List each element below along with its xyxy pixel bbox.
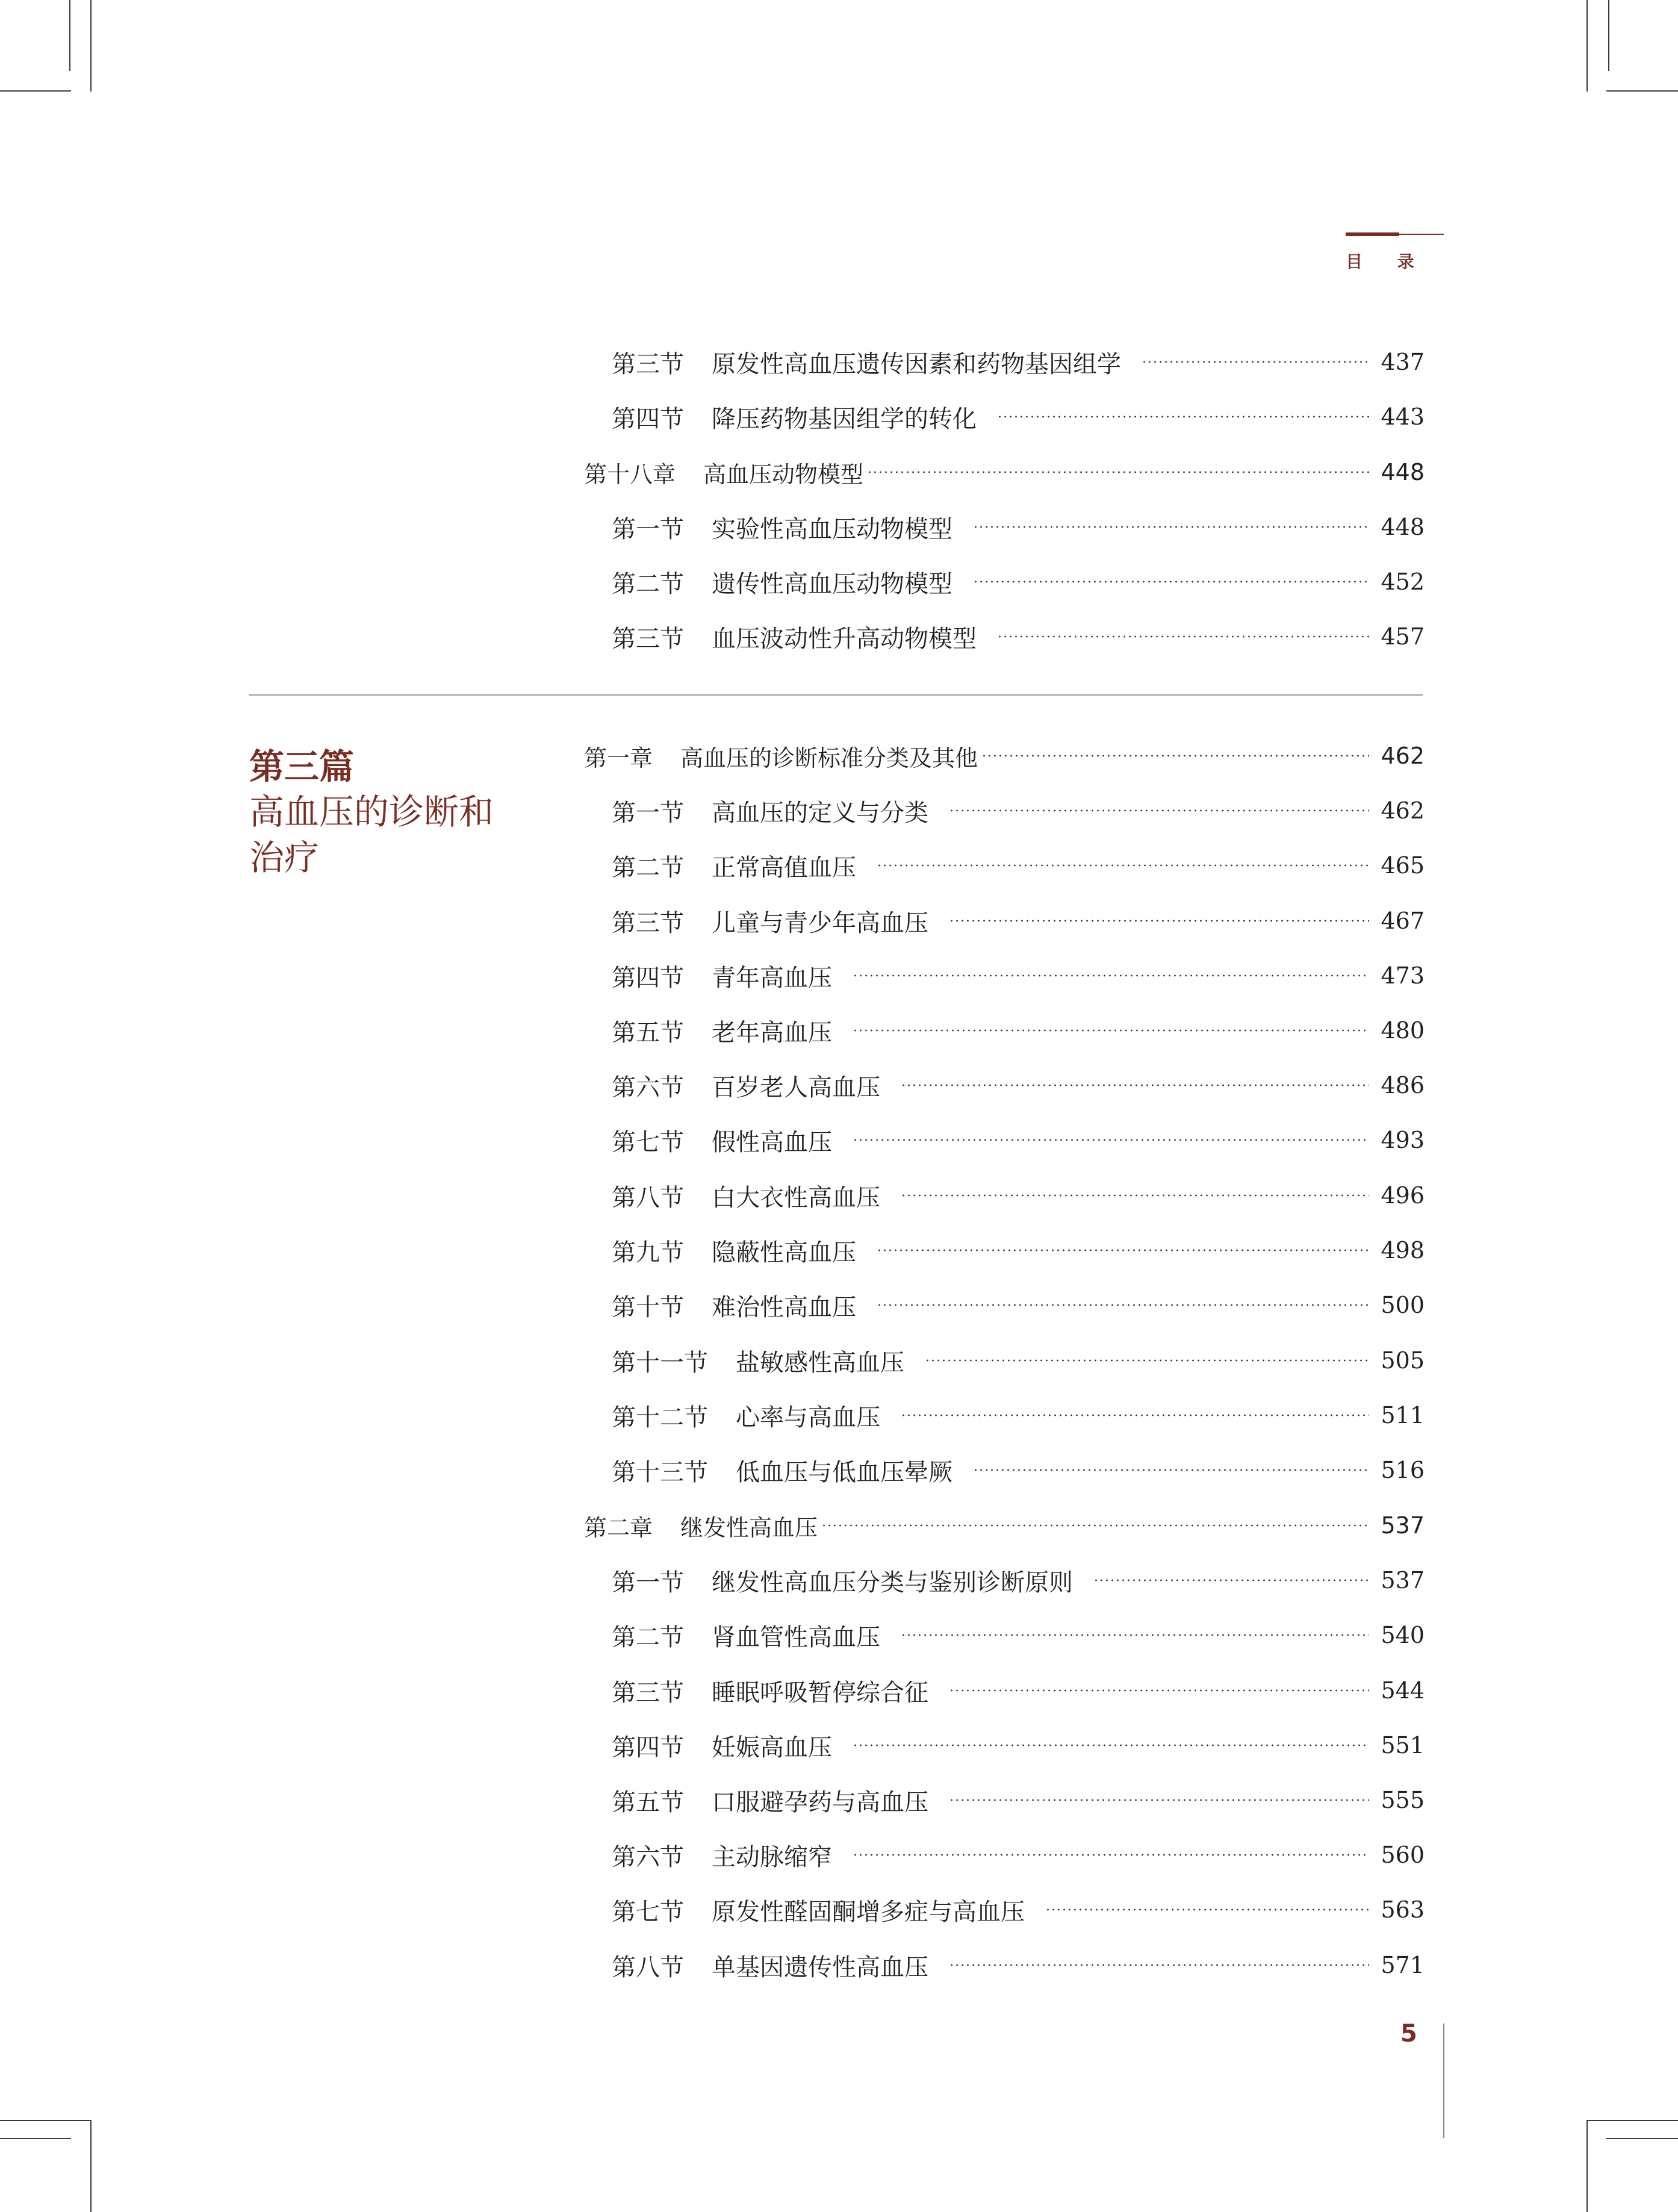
toc-entry-title: 妊娠高血压 (712, 1733, 832, 1762)
part-divider (249, 694, 1423, 696)
toc-section-entry[interactable] (584, 1177, 1425, 1214)
dot-leader (901, 1084, 1369, 1086)
dot-leader (821, 1524, 1369, 1527)
toc-entry-number: 第四节 (612, 1733, 684, 1762)
crop-mark (1586, 2120, 1588, 2212)
part-number: 第三篇 (249, 746, 355, 787)
dot-leader (1045, 1908, 1369, 1911)
toc-entry-title: 心率与高血压 (736, 1403, 880, 1432)
dot-leader (867, 471, 1369, 473)
toc-entry-number: 第一节 (612, 799, 684, 827)
toc-section-entry[interactable] (584, 618, 1425, 655)
toc-section-entry[interactable] (584, 1672, 1425, 1709)
toc-entry-page: 540 (1381, 1622, 1425, 1648)
toc-section-entry[interactable] (584, 847, 1425, 884)
toc-entry-number: 第五节 (612, 1788, 684, 1816)
dot-leader (949, 1799, 1369, 1801)
toc-entry-title: 肾血管性高血压 (712, 1623, 880, 1651)
toc-chapter-entry[interactable] (584, 453, 1425, 491)
toc-entry-page: 555 (1381, 1787, 1425, 1813)
toc-section-entry[interactable] (584, 1562, 1425, 1599)
toc-entry-page: 511 (1381, 1402, 1425, 1428)
toc-section-entry[interactable] (584, 1727, 1425, 1764)
toc-section-entry[interactable] (584, 1946, 1425, 1984)
toc-entry-number: 第七节 (612, 1898, 684, 1926)
toc-entry-title: 睡眠呼吸暂停综合征 (712, 1678, 928, 1707)
crop-mark (90, 2120, 92, 2212)
dot-leader (853, 1029, 1369, 1032)
toc-entry-number: 第十节 (612, 1293, 684, 1321)
toc-entry-page: 516 (1381, 1457, 1425, 1483)
toc-entry-page: 462 (1381, 743, 1425, 769)
toc-entry-title: 白大衣性高血压 (712, 1183, 880, 1212)
toc-entry-page: 544 (1381, 1677, 1425, 1704)
dot-leader (853, 1854, 1369, 1856)
toc-entry-number: 第二章 (584, 1514, 653, 1541)
toc-entry-page: 457 (1381, 623, 1425, 650)
toc-entry-title: 主动脉缩窄 (712, 1843, 832, 1871)
toc-entry-page: 480 (1381, 1017, 1425, 1044)
toc-entry-title: 口服避孕药与高血压 (712, 1788, 928, 1816)
toc-entry-title: 高血压的诊断标准分类及其他 (680, 744, 978, 771)
toc-section-entry[interactable] (584, 1121, 1425, 1159)
crop-mark (69, 0, 70, 71)
toc-entry-title: 继发性高血压分类与鉴别诊断原则 (712, 1568, 1073, 1597)
folio-rule (1443, 2024, 1444, 2138)
dot-leader (853, 1744, 1369, 1746)
toc-entry-page: 537 (1381, 1567, 1425, 1594)
toc-section-entry[interactable] (584, 1616, 1425, 1654)
dot-leader (949, 1964, 1369, 1966)
toc-entry-number: 第二节 (612, 1623, 684, 1651)
toc-entry-number: 第十三节 (612, 1458, 708, 1486)
dot-leader (1093, 1579, 1369, 1581)
dot-leader (853, 974, 1369, 977)
crop-mark (1586, 0, 1588, 92)
dot-leader (901, 1414, 1369, 1416)
dot-leader (877, 1304, 1369, 1306)
toc-entry-title: 高血压的定义与分类 (712, 799, 928, 827)
toc-section-entry[interactable] (584, 1891, 1425, 1928)
toc-entry-number: 第八节 (612, 1953, 684, 1981)
dot-leader (877, 1249, 1369, 1251)
toc-section-entry[interactable] (584, 1012, 1425, 1049)
toc-entry-page: 437 (1381, 349, 1425, 375)
toc-entry-page: 462 (1381, 797, 1425, 824)
toc-section-entry[interactable] (584, 1781, 1425, 1819)
toc-section-entry[interactable] (584, 957, 1425, 994)
crop-mark (1586, 2120, 1678, 2121)
toc-entry-title: 低血压与低血压晕厥 (736, 1458, 952, 1486)
toc-entry-page: 498 (1381, 1237, 1425, 1263)
toc-entry-title: 单基因遗传性高血压 (712, 1953, 928, 1981)
toc-section-entry[interactable] (584, 1286, 1425, 1324)
toc-entry-number: 第四节 (612, 964, 684, 992)
toc-section-entry[interactable] (584, 398, 1425, 435)
toc-section-entry[interactable] (584, 792, 1425, 829)
toc-entry-number: 第一节 (612, 515, 684, 543)
toc-entry-number: 第三节 (612, 909, 684, 937)
toc-entry-page: 486 (1381, 1072, 1425, 1098)
toc-section-entry[interactable] (584, 343, 1425, 381)
toc-section-entry[interactable] (584, 1836, 1425, 1874)
toc-section-entry[interactable] (584, 563, 1425, 600)
toc-section-entry[interactable] (584, 1451, 1425, 1489)
toc-entry-number: 第四节 (612, 405, 684, 433)
toc-entry-page: 448 (1381, 514, 1425, 540)
dot-leader (949, 1689, 1369, 1692)
toc-section-entry[interactable] (584, 1232, 1425, 1269)
toc-entry-title: 降压药物基因组学的转化 (712, 405, 977, 433)
crop-mark (0, 2138, 71, 2139)
dot-leader (973, 1469, 1369, 1471)
toc-section-entry[interactable] (584, 902, 1425, 939)
toc-section-entry[interactable] (584, 508, 1425, 546)
toc-entry-title: 血压波动性升高动物模型 (712, 625, 977, 653)
toc-entry-page: 500 (1381, 1292, 1425, 1318)
toc-entry-title: 原发性高血压遗传因素和药物基因组学 (712, 350, 1121, 378)
dot-leader (973, 526, 1369, 528)
toc-entry-page: 465 (1381, 852, 1425, 879)
toc-entry-page: 448 (1381, 459, 1425, 485)
toc-entry-number: 第六节 (612, 1843, 684, 1871)
toc-entry-number: 第三节 (612, 1678, 684, 1707)
toc-entry-title: 高血压动物模型 (703, 461, 864, 488)
part-title: 高血压的诊断和治疗 (249, 791, 494, 878)
toc-entry-number: 第三节 (612, 350, 684, 378)
toc-entry-number: 第十二节 (612, 1403, 708, 1432)
dot-leader (973, 581, 1369, 583)
dot-leader (853, 1139, 1369, 1141)
toc-entry-title: 原发性醛固酮增多症与高血压 (712, 1898, 1025, 1926)
toc-entry-title: 遗传性高血压动物模型 (712, 570, 952, 598)
dot-leader (981, 755, 1369, 757)
toc-entry-page: 493 (1381, 1127, 1425, 1153)
toc-entry-number: 第九节 (612, 1238, 684, 1266)
dot-leader (925, 1359, 1369, 1362)
crop-mark (0, 90, 71, 92)
toc-entry-title: 正常高值血压 (712, 853, 856, 882)
page-number: 5 (1400, 2020, 1417, 2048)
dot-leader (997, 416, 1369, 418)
toc-entry-number: 第一节 (612, 1568, 684, 1597)
toc-entry-number: 第二节 (612, 853, 684, 882)
toc-chapter-entry[interactable] (584, 1507, 1425, 1544)
dot-leader (1142, 361, 1369, 363)
toc-entry-page: 551 (1381, 1732, 1425, 1759)
crop-mark (90, 0, 92, 92)
dot-leader (949, 809, 1369, 812)
toc-entry-page: 537 (1381, 1512, 1425, 1539)
header-accent-bar (1346, 232, 1399, 236)
toc-entry-title: 实验性高血压动物模型 (712, 515, 952, 543)
dot-leader (949, 920, 1369, 922)
toc-entry-page: 505 (1381, 1347, 1425, 1374)
toc-entry-number: 第二节 (612, 570, 684, 598)
toc-entry-number: 第三节 (612, 625, 684, 653)
dot-leader (901, 1194, 1369, 1197)
toc-entry-page: 452 (1381, 569, 1425, 595)
crop-mark (1606, 90, 1678, 92)
toc-entry-title: 老年高血压 (712, 1018, 832, 1047)
toc-entry-page: 467 (1381, 908, 1425, 934)
toc-section-entry[interactable] (584, 1067, 1425, 1104)
toc-entry-number: 第十八章 (584, 461, 676, 488)
toc-entry-title: 儿童与青少年高血压 (712, 909, 928, 937)
running-header: 目 录 (1346, 252, 1429, 272)
toc-chapter-entry[interactable] (584, 737, 1425, 774)
toc-entry-title: 隐蔽性高血压 (712, 1238, 856, 1266)
toc-entry-title: 继发性高血压 (680, 1514, 818, 1541)
toc-section-entry[interactable] (584, 1397, 1425, 1434)
toc-entry-title: 难治性高血压 (712, 1293, 856, 1321)
toc-entry-page: 473 (1381, 962, 1425, 989)
toc-entry-title: 假性高血压 (712, 1128, 832, 1156)
toc-entry-title: 百岁老人高血压 (712, 1073, 880, 1101)
toc-entry-number: 第五节 (612, 1018, 684, 1047)
toc-section-entry[interactable] (584, 1342, 1425, 1379)
toc-entry-page: 571 (1381, 1952, 1425, 1978)
toc-entry-number: 第一章 (584, 744, 653, 771)
toc-entry-number: 第六节 (612, 1073, 684, 1101)
toc-entry-page: 443 (1381, 403, 1425, 430)
toc-entry-page: 560 (1381, 1842, 1425, 1868)
toc-entry-title: 盐敏感性高血压 (736, 1348, 904, 1377)
dot-leader (997, 635, 1369, 638)
dot-leader (901, 1634, 1369, 1636)
toc-entry-page: 496 (1381, 1182, 1425, 1209)
toc-entry-number: 第八节 (612, 1183, 684, 1212)
crop-mark (1606, 2138, 1678, 2139)
toc-entry-number: 第十一节 (612, 1348, 708, 1377)
crop-mark (1608, 0, 1609, 71)
toc-entry-page: 563 (1381, 1896, 1425, 1923)
toc-entry-title: 青年高血压 (712, 964, 832, 992)
crop-mark (0, 2120, 92, 2121)
dot-leader (877, 864, 1369, 867)
toc-entry-number: 第七节 (612, 1128, 684, 1156)
